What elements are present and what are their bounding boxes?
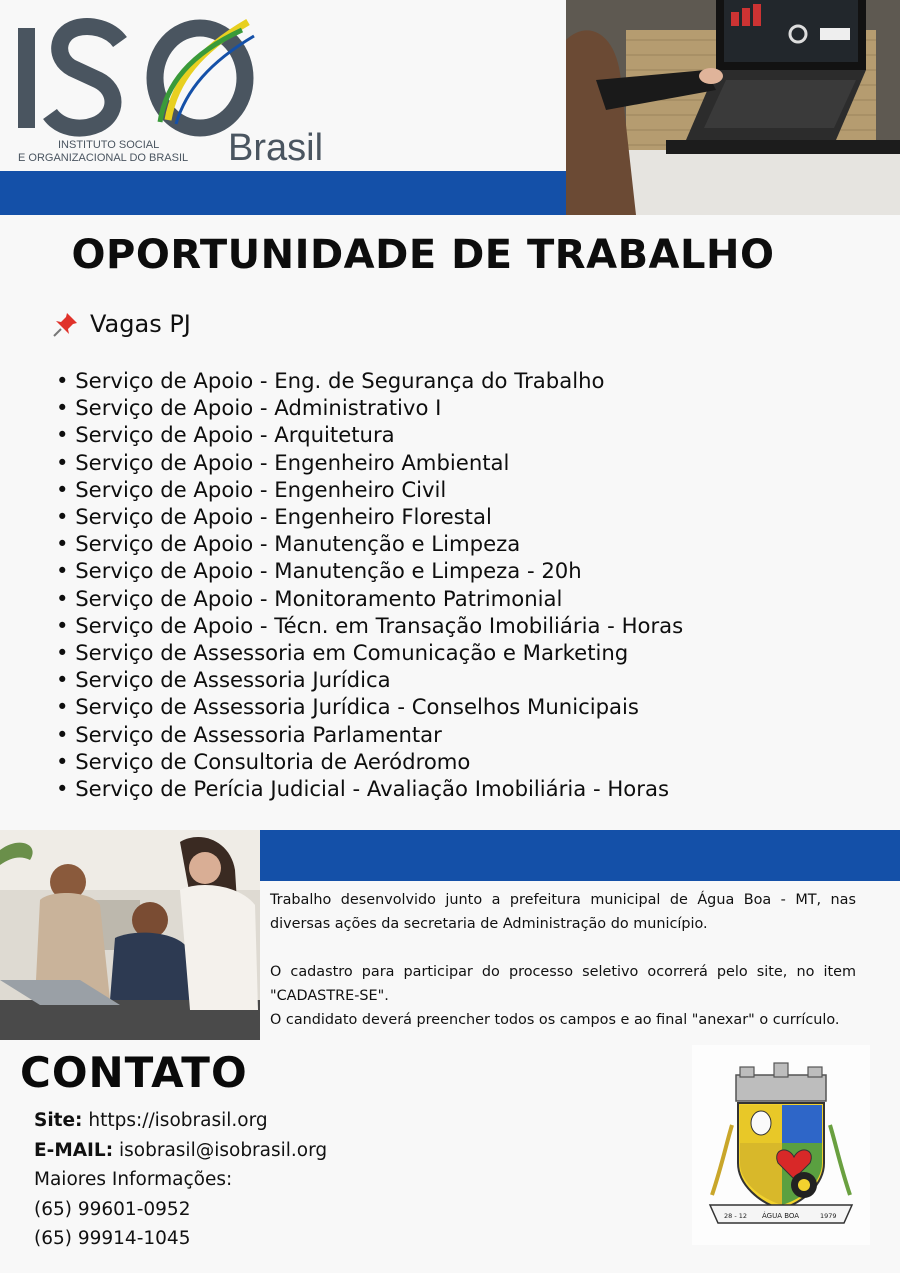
job-item: • Serviço de Perícia Judicial - Avaliação Imobiliária - Horas [56,775,683,802]
crest-year-left: 28 - 12 [724,1212,748,1220]
site-link[interactable]: https://isobrasil.org [88,1110,268,1131]
crest-year-right: 1979 [820,1212,837,1220]
more-info-label: Maiores Informações: [34,1169,233,1191]
job-item: • Serviço de Assessoria Jurídica [56,666,683,693]
job-item: • Serviço de Apoio - Engenheiro Ambiental [56,449,683,476]
info-paragraph: Trabalho desenvolvido junto a prefeitura municipal de Água Boa - MT, nas diversas ações da secretaria de Administração do município. [270,892,856,932]
job-item: • Serviço de Assessoria Jurídica - Conselhos Municipais [56,693,683,720]
section-subtitle [52,310,191,338]
iso-brasil-logo [10,10,350,170]
logo-subtitle-line2: E ORGANIZACIONAL DO BRASIL [18,152,189,164]
info-text-block [270,888,856,1032]
contact-email-row [34,1136,327,1166]
contact-site-row [34,1106,327,1136]
pushpin-icon [52,310,80,338]
email-label: E-MAIL: [34,1139,114,1161]
phone-number: (65) 99914-1045 [34,1228,191,1250]
site-label: Site: [34,1110,83,1131]
job-item: • Serviço de Apoio - Técn. em Transação Imobiliária - Horas [56,612,683,639]
info-paragraph: O candidato deverá preencher todos os campos e ao final "anexar" o currículo. [270,1012,840,1028]
info-paragraph: O cadastro para participar do processo seletivo ocorrerá pelo site, no item "CADASTRE-SE". [270,964,856,1004]
logo-subtitle-line1: INSTITUTO SOCIAL [58,139,160,151]
email-link[interactable]: isobrasil@isobrasil.org [119,1139,328,1161]
photo-team-meeting [0,830,260,1040]
logo-brand-text: Brasil [228,127,324,169]
photo-laptop-work [566,0,900,215]
job-item: • Serviço de Assessoria Parlamentar [56,721,683,748]
subtitle-text: Vagas PJ [90,310,191,338]
middle-blue-band [260,830,900,881]
job-item: • Serviço de Consultoria de Aeródromo [56,748,683,775]
job-item: • Serviço de Assessoria em Comunicação e Marketing [56,639,683,666]
agua-boa-crest [692,1045,870,1245]
contact-block [34,1106,327,1254]
job-list [56,367,683,802]
page-title: OPORTUNIDADE DE TRABALHO [71,232,775,278]
phone-number: (65) 99601-0952 [34,1198,191,1220]
job-item: • Serviço de Apoio - Arquitetura [56,421,683,448]
job-item: • Serviço de Apoio - Manutenção e Limpeza - 20h [56,557,683,584]
header-blue-band [0,171,566,215]
job-item: • Serviço de Apoio - Eng. de Segurança do Trabalho [56,367,683,394]
crest-city-name: ÁGUA BOA [762,1212,800,1220]
job-item: • Serviço de Apoio - Monitoramento Patrimonial [56,585,683,612]
contact-heading: CONTATO [20,1048,248,1097]
job-item: • Serviço de Apoio - Manutenção e Limpeza [56,530,683,557]
job-item: • Serviço de Apoio - Engenheiro Civil [56,476,683,503]
job-item: • Serviço de Apoio - Engenheiro Florestal [56,503,683,530]
job-item: • Serviço de Apoio - Administrativo I [56,394,683,421]
